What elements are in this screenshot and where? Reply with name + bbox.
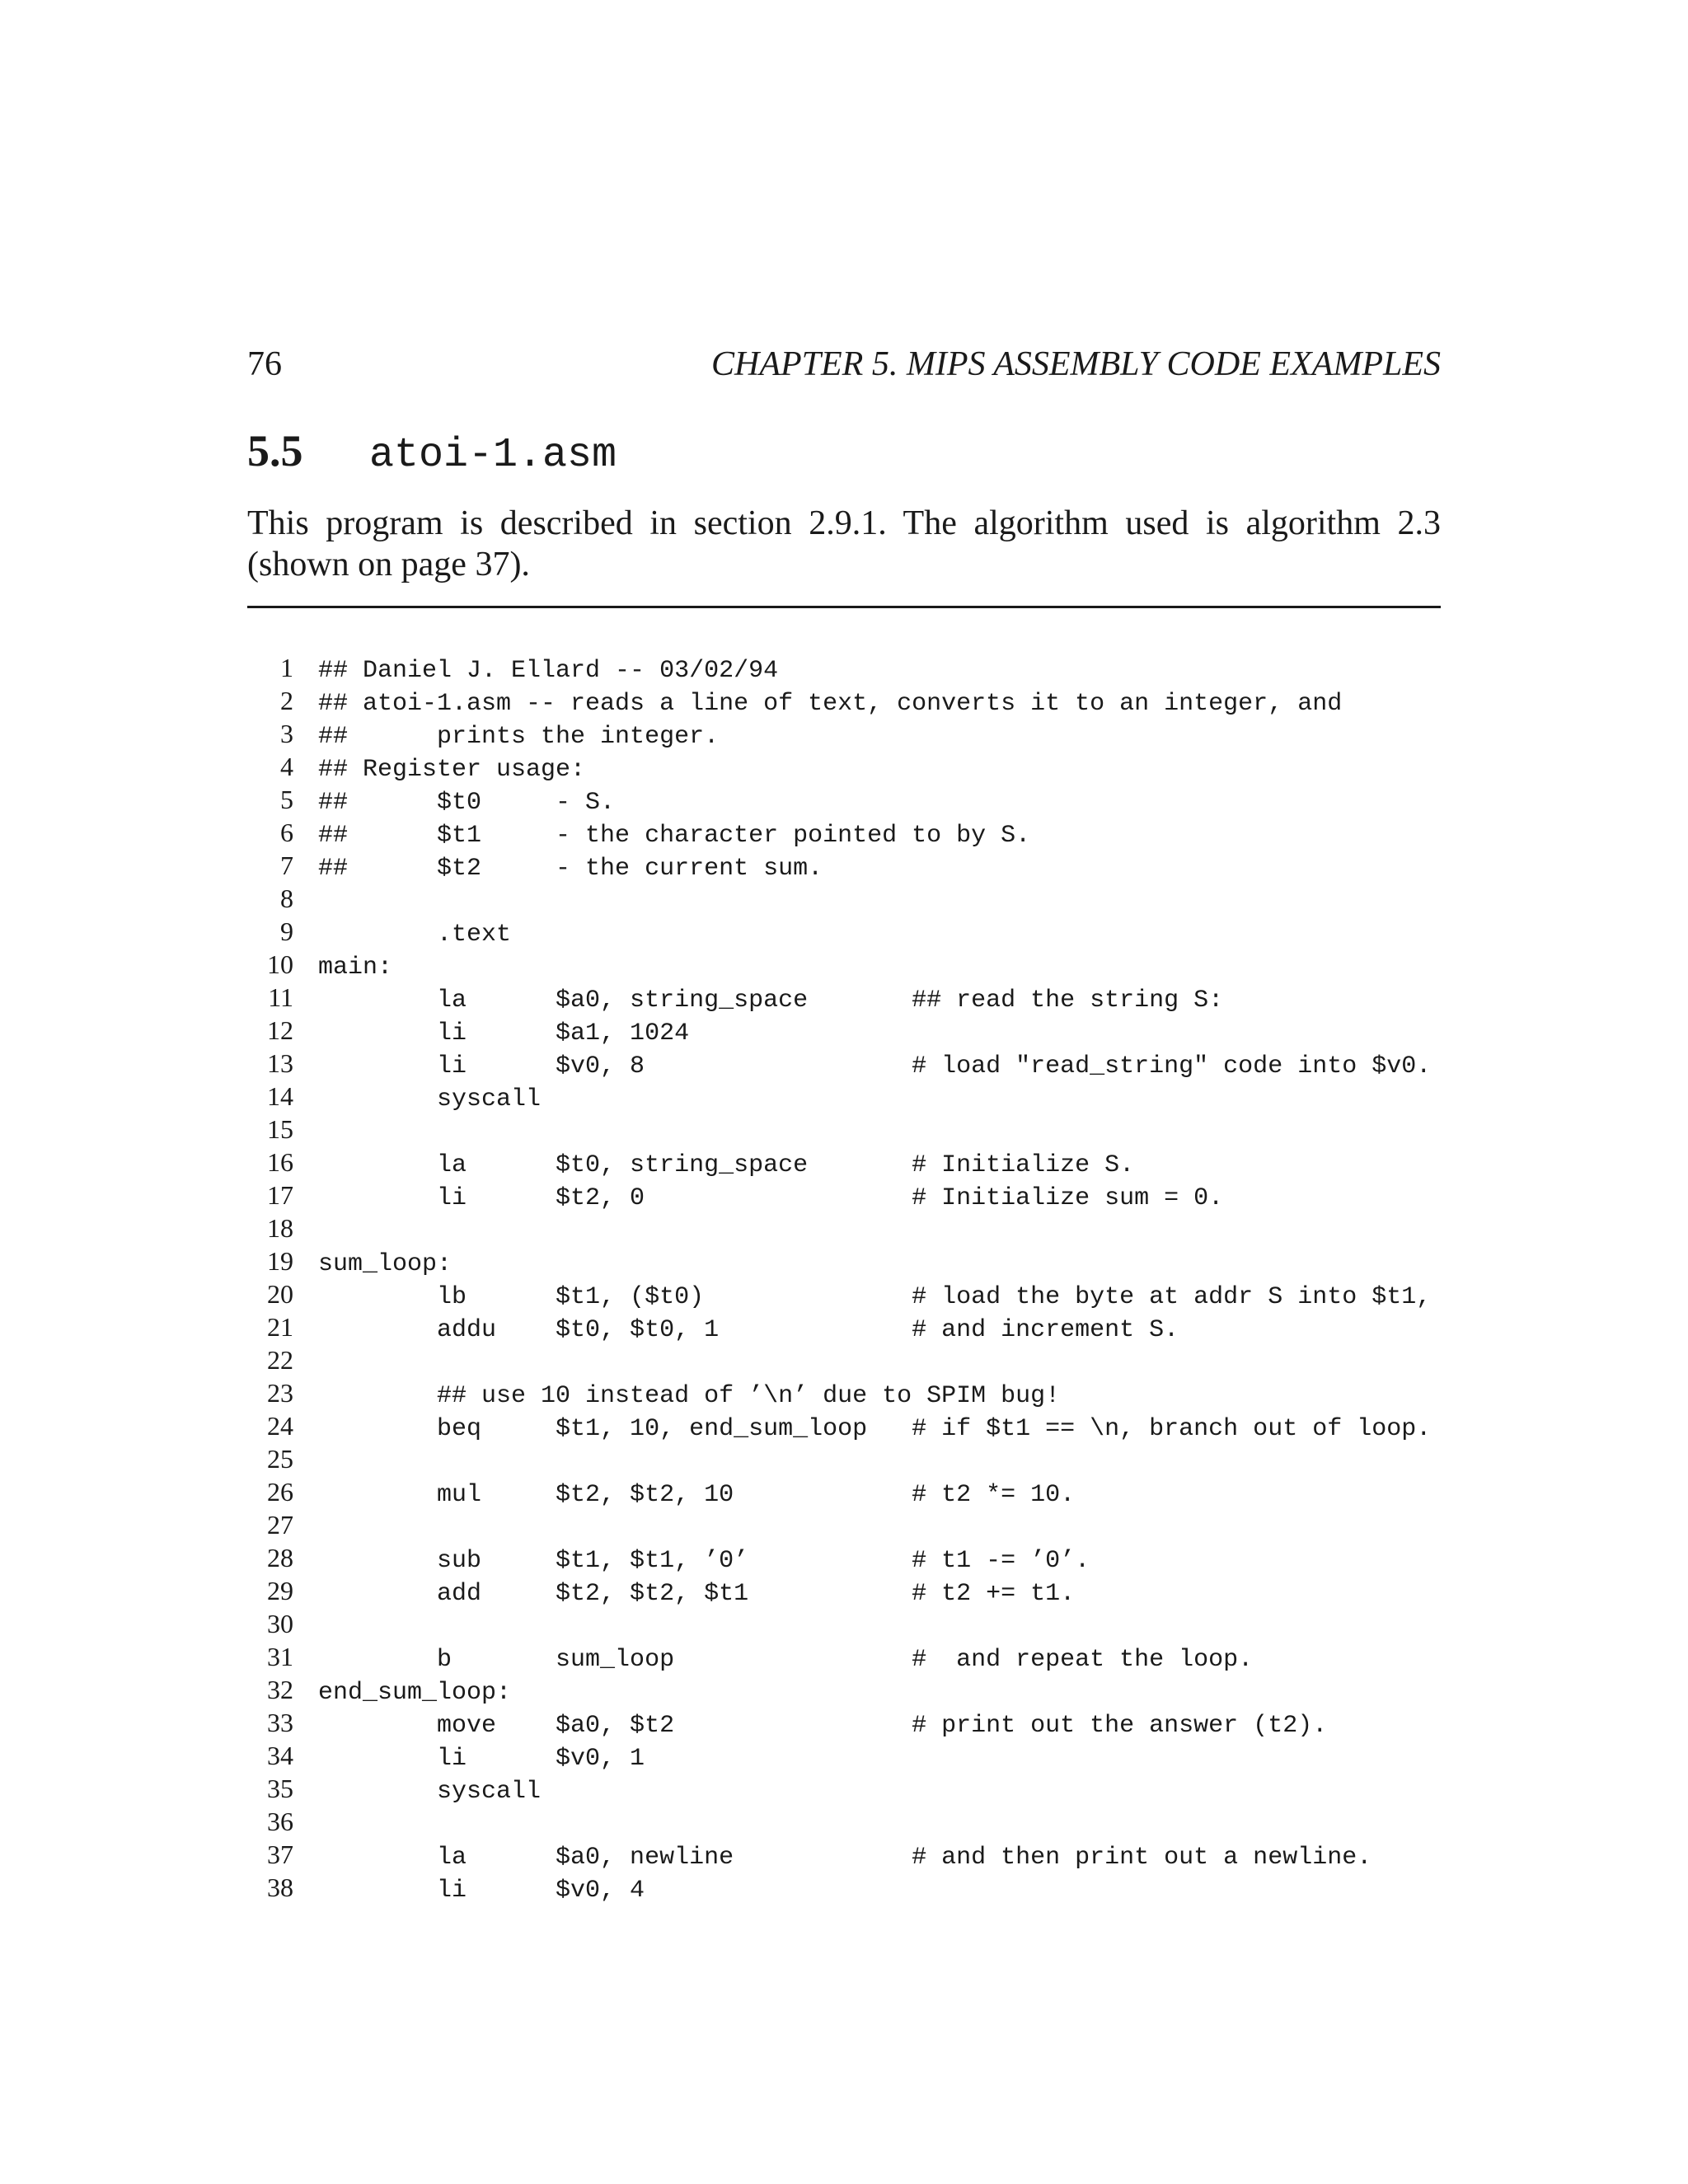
code-line: [247, 1673, 1441, 1706]
line-number: 25: [267, 1444, 293, 1474]
code-line: [247, 1772, 1441, 1805]
line-number: 2: [280, 686, 293, 715]
code-text: la $a0, newline # and then print out a newline.: [318, 1844, 1372, 1872]
code-line: [247, 1409, 1441, 1442]
code-line: [247, 1277, 1441, 1310]
code-text: ## Daniel J. Ellard -- 03/02/94: [318, 657, 779, 685]
code-text: li $v0, 4: [318, 1877, 645, 1905]
chapter-title: CHAPTER 5. MIPS ASSEMBLY CODE EXAMPLES: [711, 345, 1441, 383]
line-number: 20: [267, 1279, 293, 1309]
code-text: li $t2, 0 # Initialize sum = 0.: [318, 1184, 1224, 1212]
code-text: ## Register usage:: [318, 756, 586, 784]
code-line: [247, 651, 1441, 684]
horizontal-rule: [247, 606, 1441, 608]
code-text: b sum_loop # and repeat the loop.: [318, 1646, 1254, 1674]
code-line: [247, 1871, 1441, 1904]
line-number: 23: [267, 1378, 293, 1408]
code-text: li $v0, 8 # load "read_string" code into $v0.: [318, 1052, 1432, 1080]
code-line: [247, 1212, 1441, 1244]
section-title: atoi-1.asm: [369, 432, 617, 479]
line-number: 13: [267, 1048, 293, 1078]
line-number: 27: [267, 1510, 293, 1540]
code-text: ## use 10 instead of ’\n’ due to SPIM bug!: [318, 1382, 1061, 1410]
line-number: 36: [267, 1807, 293, 1836]
code-line: [247, 1805, 1441, 1838]
line-number: 19: [267, 1246, 293, 1276]
code-text: li $v0, 1: [318, 1745, 645, 1773]
code-text: sub $t1, $t1, ’0’ # t1 -= ’0’.: [318, 1547, 1090, 1575]
code-line: [247, 783, 1441, 816]
section-heading: [247, 422, 617, 480]
line-number: 34: [267, 1741, 293, 1770]
section-number: 5.5: [247, 426, 303, 476]
line-number: 24: [267, 1411, 293, 1441]
code-line: [247, 1244, 1441, 1277]
code-text: la $a0, string_space ## read the string S:: [318, 987, 1224, 1015]
line-number: 28: [267, 1543, 293, 1572]
line-number: 16: [267, 1147, 293, 1177]
code-text: li $a1, 1024: [318, 1019, 690, 1047]
code-line: [247, 1310, 1441, 1343]
code-line: [247, 882, 1441, 915]
code-listing: [247, 651, 1441, 1904]
code-line: [247, 717, 1441, 750]
code-text: .text: [318, 921, 512, 949]
code-line: [247, 1640, 1441, 1673]
code-text: main:: [318, 954, 393, 982]
code-line: [247, 816, 1441, 849]
code-line: [247, 1442, 1441, 1475]
code-text: syscall: [318, 1085, 542, 1113]
code-text: addu $t0, $t0, 1 # and increment S.: [318, 1316, 1179, 1344]
line-number: 35: [267, 1774, 293, 1803]
line-number: 37: [267, 1840, 293, 1869]
code-text: add $t2, $t2, $t1 # t2 += t1.: [318, 1580, 1076, 1608]
code-line: [247, 1146, 1441, 1179]
line-number: 15: [267, 1114, 293, 1144]
page-number: 76: [247, 345, 282, 383]
line-number: 33: [267, 1708, 293, 1737]
intro-paragraph: This program is described in section 2.9.1. The algorithm used is algorithm 2.3 (shown on page 37).: [247, 504, 1441, 583]
code-line: [247, 684, 1441, 717]
line-number: 14: [267, 1081, 293, 1111]
line-number: 9: [280, 916, 293, 946]
line-number: 10: [267, 949, 293, 979]
code-line: [247, 750, 1441, 783]
line-number: 38: [267, 1872, 293, 1902]
code-line: [247, 1508, 1441, 1541]
code-line: [247, 1838, 1441, 1871]
code-line: [247, 1080, 1441, 1113]
code-line: [247, 1607, 1441, 1640]
code-text: end_sum_loop:: [318, 1679, 512, 1707]
code-line: [247, 1739, 1441, 1772]
code-line: [247, 1376, 1441, 1409]
code-line: [247, 1113, 1441, 1146]
code-line: [247, 1343, 1441, 1376]
code-text: lb $t1, ($t0) # load the byte at addr S into $t1,: [318, 1283, 1432, 1311]
line-number: 11: [268, 982, 293, 1012]
line-number: 8: [280, 883, 293, 913]
code-line: [247, 1014, 1441, 1047]
code-line: [247, 1706, 1441, 1739]
code-line: [247, 1179, 1441, 1212]
code-text: ## atoi-1.asm -- reads a line of text, converts it to an integer, and: [318, 690, 1343, 718]
code-text: ## $t1 - the character pointed to by S.: [318, 822, 1031, 850]
code-line: [247, 1475, 1441, 1508]
code-text: ## $t2 - the current sum.: [318, 855, 823, 883]
line-number: 31: [267, 1642, 293, 1671]
code-text: ## prints the integer.: [318, 723, 720, 751]
line-number: 3: [280, 719, 293, 748]
line-number: 22: [267, 1345, 293, 1375]
code-text: mul $t2, $t2, 10 # t2 *= 10.: [318, 1481, 1076, 1509]
code-text: beq $t1, 10, end_sum_loop # if $t1 == \n, branch out of loop.: [318, 1415, 1432, 1443]
code-line: [247, 948, 1441, 981]
running-header: [247, 340, 1441, 389]
code-line: [247, 849, 1441, 882]
code-text: la $t0, string_space # Initialize S.: [318, 1151, 1135, 1179]
code-text: move $a0, $t2 # print out the answer (t2).: [318, 1712, 1328, 1740]
code-text: ## $t0 - S.: [318, 789, 616, 817]
line-number: 1: [280, 653, 293, 682]
code-text: syscall: [318, 1778, 542, 1806]
line-number: 30: [267, 1609, 293, 1638]
code-line: [247, 1574, 1441, 1607]
line-number: 17: [267, 1180, 293, 1210]
code-text: sum_loop:: [318, 1250, 452, 1278]
line-number: 26: [267, 1477, 293, 1507]
code-line: [247, 981, 1441, 1014]
line-number: 12: [267, 1015, 293, 1045]
line-number: 32: [267, 1675, 293, 1704]
line-number: 29: [267, 1576, 293, 1605]
line-number: 6: [280, 818, 293, 847]
code-line: [247, 1047, 1441, 1080]
line-number: 21: [267, 1312, 293, 1342]
code-line: [247, 915, 1441, 948]
line-number: 7: [280, 851, 293, 880]
line-number: 4: [280, 752, 293, 781]
line-number: 5: [280, 785, 293, 814]
line-number: 18: [267, 1213, 293, 1243]
code-line: [247, 1541, 1441, 1574]
